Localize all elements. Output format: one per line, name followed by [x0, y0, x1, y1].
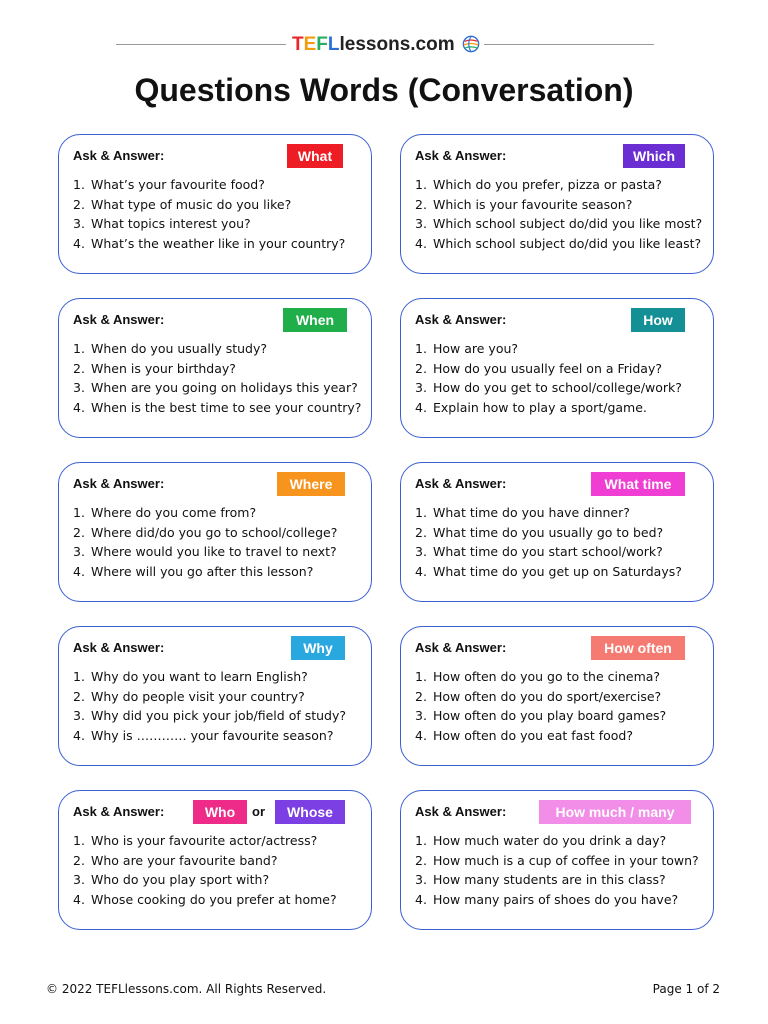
question-item: 2. Where did/do you go to school/college? [73, 524, 338, 540]
question-item: 3. Who do you play sport with? [73, 872, 270, 887]
logo-letter-t: T [292, 34, 304, 55]
card-how-often [400, 626, 714, 766]
ask-answer-label: Ask & Answer: [73, 476, 165, 491]
question-item: 4. Explain how to play a sport/game. [415, 399, 647, 415]
tag-when: When [283, 308, 347, 332]
question-item: 3. Which school subject do/did you like most? [415, 216, 703, 231]
question-item: 1. What’s your favourite food? [73, 177, 265, 192]
question-item: 4. What’s the weather like in your country? [73, 235, 346, 251]
question-item: 3. How many students are in this class? [415, 872, 666, 887]
question-item: 1. What time do you have dinner? [415, 505, 630, 520]
question-item: 3. How often do you play board games? [415, 708, 667, 723]
question-item: 1. Why do you want to learn English? [73, 669, 308, 684]
tag-how-often: How often [591, 636, 685, 660]
question-item: 1. When do you usually study? [73, 341, 268, 356]
card-what [58, 134, 372, 274]
question-item: 1. Who is your favourite actor/actress? [73, 833, 318, 848]
question-item: 2. How often do you do sport/exercise? [415, 688, 662, 704]
ask-answer-label: Ask & Answer: [415, 804, 507, 819]
question-item: 2. When is your birthday? [73, 360, 236, 376]
tag-how: How [631, 308, 685, 332]
question-item: 3. What time do you start school/work? [415, 544, 663, 559]
question-item: 3. Why did you pick your job/field of study? [73, 708, 347, 723]
ask-answer-label: Ask & Answer: [73, 640, 165, 655]
card-why [58, 626, 372, 766]
card-where [58, 462, 372, 602]
question-list [73, 503, 367, 581]
page-number: Page 1 of 2 [652, 982, 720, 996]
logo-letter-l: L [327, 34, 340, 55]
question-item: 2. Why do people visit your country? [73, 688, 305, 704]
question-item: 1. Which do you prefer, pizza or pasta? [415, 177, 662, 192]
question-item: 4. When is the best time to see your country? [73, 399, 362, 415]
question-item: 2. Which is your favourite season? [415, 196, 633, 212]
question-item: 4. What time do you get up on Saturdays? [415, 563, 682, 579]
question-list [73, 831, 367, 909]
card-how-much-many [400, 790, 714, 930]
question-list [415, 503, 709, 581]
question-item: 4. Where will you go after this lesson? [73, 563, 314, 579]
question-item: 3. Where would you like to travel to next? [73, 544, 337, 559]
ask-answer-label: Ask & Answer: [73, 804, 165, 819]
question-list [73, 175, 367, 253]
question-item: 2. Who are your favourite band? [73, 852, 278, 868]
tag-where: Where [277, 472, 345, 496]
copyright-notice: © 2022 TEFLlessons.com. All Rights Reserved. [46, 982, 327, 996]
tag-or-text: or [252, 804, 265, 819]
logo-letter-f: F [316, 34, 328, 55]
globe-icon [462, 35, 480, 53]
question-list [73, 339, 367, 417]
tag-what-time: What time [591, 472, 685, 496]
question-item: 3. How do you get to school/college/work? [415, 380, 682, 395]
card-which [400, 134, 714, 274]
question-item: 2. What time do you usually go to bed? [415, 524, 664, 540]
tag-how-much-many: How much / many [539, 800, 691, 824]
page-title: Questions Words (Conversation) [134, 72, 634, 108]
card-who-whose [58, 790, 372, 930]
page-header [0, 28, 768, 62]
ask-answer-label: Ask & Answer: [73, 148, 165, 163]
site-logo [292, 33, 484, 57]
question-list [415, 175, 709, 253]
question-item: 3. What topics interest you? [73, 216, 251, 231]
question-item: 4. Why is ………… your favourite season? [73, 727, 334, 743]
question-item: 2. How do you usually feel on a Friday? [415, 360, 662, 376]
ask-answer-label: Ask & Answer: [415, 148, 507, 163]
question-list [415, 339, 709, 417]
question-list [415, 667, 709, 745]
logo-text: lessons.com [339, 34, 455, 55]
question-item: 4. How often do you eat fast food? [415, 727, 633, 743]
tag-why: Why [291, 636, 345, 660]
question-item: 4. Whose cooking do you prefer at home? [73, 891, 337, 907]
tag-who: Who [193, 800, 247, 824]
header-rule-left [116, 44, 286, 45]
question-item: 2. How much is a cup of coffee in your town? [415, 852, 699, 868]
tag-whose: Whose [275, 800, 345, 824]
header-rule-right [484, 44, 654, 45]
card-what-time [400, 462, 714, 602]
card-when [58, 298, 372, 438]
tag-what: What [287, 144, 343, 168]
question-item: 4. Which school subject do/did you like least? [415, 235, 702, 251]
question-item: 1. How much water do you drink a day? [415, 833, 667, 848]
ask-answer-label: Ask & Answer: [73, 312, 165, 327]
logo-letter-e: E [303, 34, 317, 55]
question-list [73, 667, 367, 745]
ask-answer-label: Ask & Answer: [415, 312, 507, 327]
question-item: 1. How often do you go to the cinema? [415, 669, 661, 684]
card-how [400, 298, 714, 438]
question-item: 1. Where do you come from? [73, 505, 257, 520]
question-list [415, 831, 709, 909]
question-item: 3. When are you going on holidays this year? [73, 380, 358, 395]
question-item: 2. What type of music do you like? [73, 196, 292, 212]
question-item: 4. How many pairs of shoes do you have? [415, 891, 679, 907]
question-item: 1. How are you? [415, 341, 519, 356]
ask-answer-label: Ask & Answer: [415, 640, 507, 655]
tag-which: Which [623, 144, 685, 168]
ask-answer-label: Ask & Answer: [415, 476, 507, 491]
